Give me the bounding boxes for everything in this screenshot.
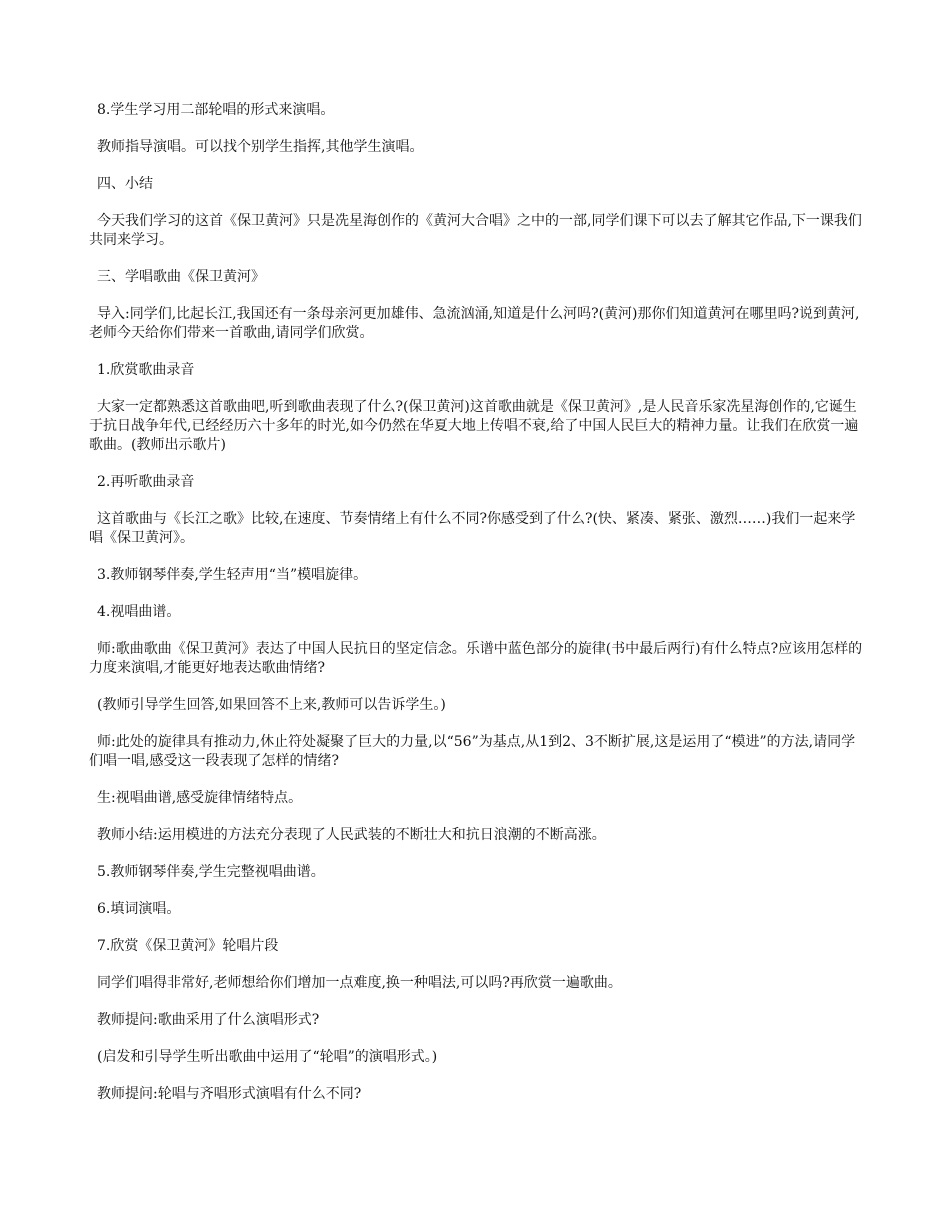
paragraph-teacher-question-melody: 师:歌曲歌曲《保卫黄河》表达了中国人民抗日的坚定信念。乐谱中蓝色部分的旋律(书中最后两行)有什么特点?应该用怎样的力度来演唱,才能更好地表达歌曲情绪? — [89, 641, 863, 676]
paragraph-teacher-note: (教师引导学生回答,如果回答不上来,教师可以告诉学生。) — [97, 697, 446, 713]
paragraph-step-4: 4.视唱曲谱。 — [97, 604, 181, 620]
paragraph-step-1: 1.欣赏歌曲录音 — [97, 362, 195, 378]
paragraph-summary: 今天我们学习的这首《保卫黄河》只是冼星海创作的《黄河大合唱》之中的一部,同学们课下可以去了解其它作品,下一课我们共同来学习。 — [89, 213, 862, 248]
paragraph-introduction: 导入:同学们,比起长江,我国还有一条母亲河更加雄伟、急流汹涌,知道是什么河吗?(黄河)那你们知道黄河在哪里吗?说到黄河,老师今天给你们带来一首歌曲,请同学们欣赏。 — [89, 306, 860, 341]
paragraph-teacher-question-difference: 教师提问:轮唱与齐唱形式演唱有什么不同? — [97, 1086, 362, 1102]
paragraph-step-5: 5.教师钢琴伴奏,学生完整视唱曲谱。 — [97, 864, 325, 880]
section-heading-learn-song: 三、学唱歌曲《保卫黄河》 — [97, 269, 265, 285]
document-page — [89, 101, 864, 1122]
paragraph-student-activity: 生:视唱曲谱,感受旋律情绪特点。 — [97, 790, 303, 806]
section-heading-summary: 四、小结 — [97, 176, 153, 192]
paragraph-comparison: 这首歌曲与《长江之歌》比较,在速度、节奏情绪上有什么不同?你感受到了什么?(快、紧凑、紧张、激烈……)我们一起来学唱《保卫黄河》。 — [89, 511, 856, 546]
paragraph-melody-analysis: 师:此处的旋律具有推动力,休止符处凝聚了巨大的力量,以“56”为基点,从1到2、3不断扩展,这是运用了“模进”的方法,请同学们唱一唱,感受这一段表现了怎样的情绪? — [89, 734, 856, 769]
paragraph-step-8: 8.学生学习用二部轮唱的形式来演唱。 — [97, 102, 335, 118]
paragraph-song-background: 大家一定都熟悉这首歌曲吧,听到歌曲表现了什么?(保卫黄河)这首歌曲就是《保卫黄河》,是人民音乐家冼星海创作的,它诞生于抗日战争年代,已经经历六十多年的时光,如今仍然在华夏大地上传唱不衰,给了中国人民巨大的精神力量。让我们在欣赏一遍歌曲。(教师出示歌片) — [89, 399, 859, 453]
paragraph-round-singing-hint: (启发和引导学生听出歌曲中运用了“轮唱”的演唱形式。) — [97, 1049, 438, 1065]
paragraph-teacher-guide: 教师指导演唱。可以找个别学生指挥,其他学生演唱。 — [97, 139, 424, 155]
paragraph-step-3: 3.教师钢琴伴奏,学生轻声用“当”模唱旋律。 — [97, 567, 368, 583]
paragraph-step-2: 2.再听歌曲录音 — [97, 474, 195, 490]
paragraph-harder-task: 同学们唱得非常好,老师想给你们增加一点难度,换一种唱法,可以吗?再欣赏一遍歌曲。 — [97, 975, 622, 991]
paragraph-step-7: 7.欣赏《保卫黄河》轮唱片段 — [97, 938, 279, 954]
paragraph-step-6: 6.填词演唱。 — [97, 901, 181, 917]
paragraph-teacher-question-form: 教师提问:歌曲采用了什么演唱形式? — [97, 1012, 320, 1028]
paragraph-teacher-conclusion: 教师小结:运用模进的方法充分表现了人民武装的不断壮大和抗日浪潮的不断高涨。 — [97, 827, 606, 843]
